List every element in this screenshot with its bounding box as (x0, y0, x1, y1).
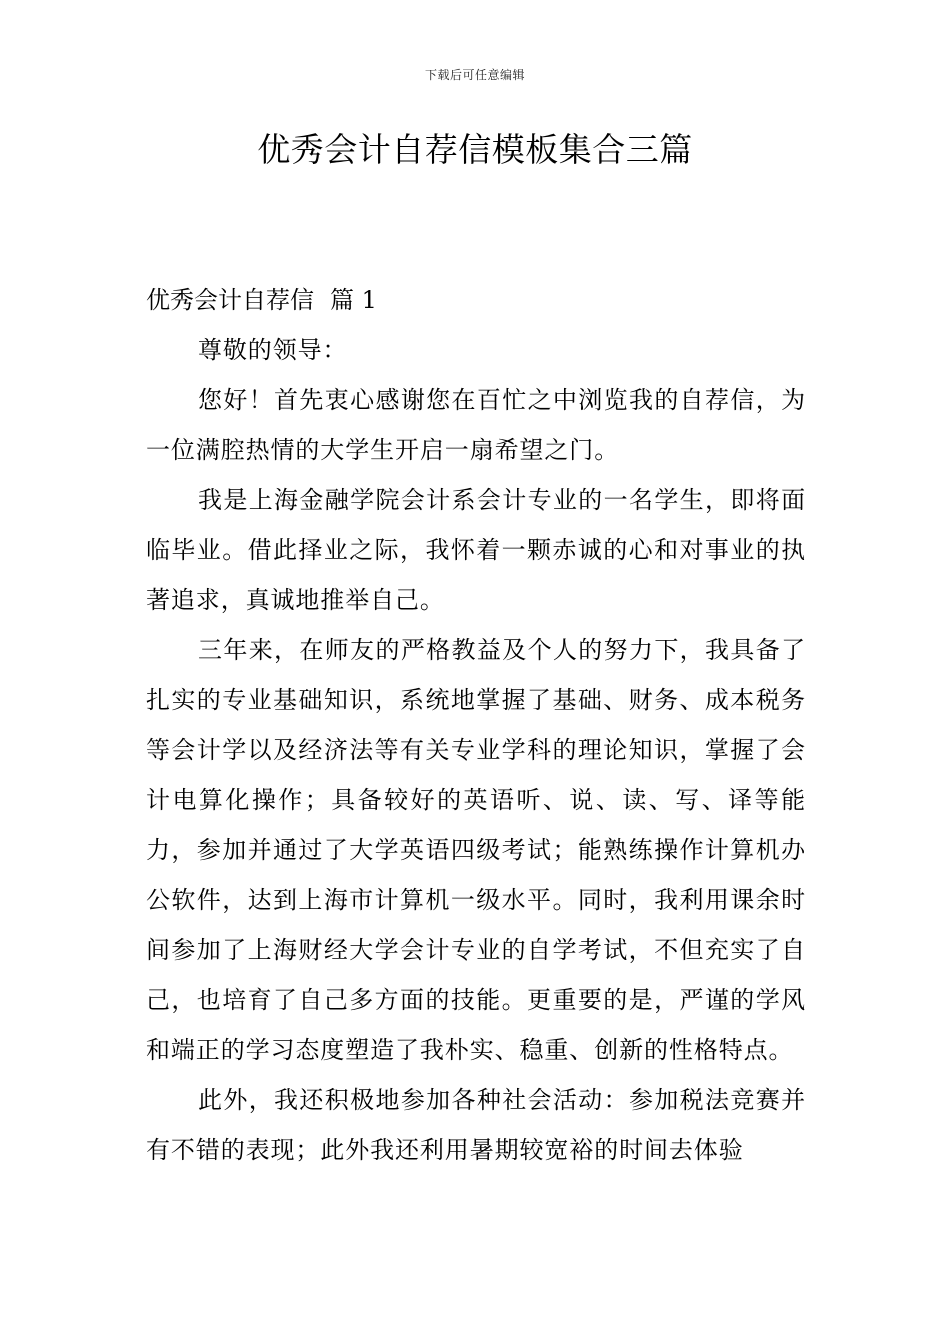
header-note: 下载后可任意编辑 (424, 68, 525, 82)
document-body (146, 275, 806, 1175)
section-heading-text: 优秀会计自荐信 (146, 286, 314, 314)
paragraph-introduction: 我是上海金融学院会计系会计专业的一名学生，即将面临毕业。借此择业之际，我怀着一颗赤诚的心和对事业的执著追求，真诚地推举自己。 (146, 486, 806, 614)
paragraph-greeting: 您好！首先衷心感谢您在百忙之中浏览我的自荐信，为一位满腔热情的大学生开启一扇希望之门。 (146, 386, 806, 464)
document-title: 优秀会计自荐信模板集合三篇 (257, 130, 693, 169)
section-number: 篇 1 (330, 286, 377, 314)
section-heading (146, 275, 806, 325)
paragraph-education: 三年来，在师友的严格教益及个人的努力下，我具备了扎实的专业基础知识，系统地掌握了基础、财务、成本税务等会计学以及经济法等有关专业学科的理论知识，掌握了会计电算化操作；具备较好的英语听、说、读、写、译等能力，参加并通过了大学英语四级考试；能熟练操作计算机办公软件，达到上海市计算机一级水平。同时，我利用课余时间参加了上海财经大学会计专业的自学考试，不但充实了自己，也培育了自己多方面的技能。更重要的是，严谨的学风和端正的学习态度塑造了我朴实、稳重、创新的性格特点。 (146, 636, 806, 1064)
paragraph-activities: 此外，我还积极地参加各种社会活动：参加税法竞赛并有不错的表现；此外我还利用暑期较宽裕的时间去体验 (146, 1086, 806, 1164)
salutation: 尊敬的领导： (198, 336, 348, 364)
